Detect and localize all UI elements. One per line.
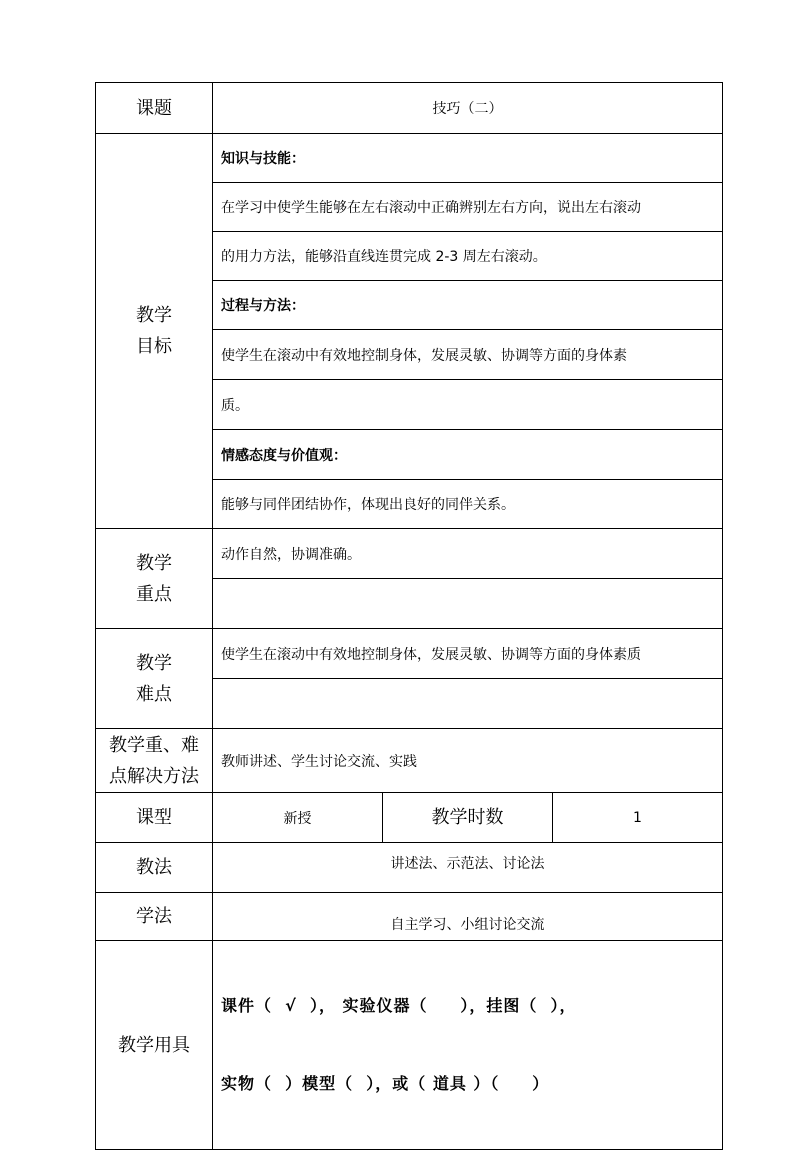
row-lesson-type (96, 793, 723, 843)
row-goals-1 (96, 134, 723, 183)
lesson-type-value: 新授 (213, 793, 383, 843)
difficulties-label (96, 629, 213, 729)
row-methods-solve (96, 729, 723, 793)
tools-line1: 课件（ √ ）， 实验仪器（ ），挂图（ ）， (221, 996, 577, 1015)
tools-text (213, 941, 723, 1150)
row-topic (96, 83, 723, 134)
hours-label: 教学时数 (383, 793, 553, 843)
topic-title: 技巧（二） (213, 83, 723, 134)
methods-solve-label (96, 729, 213, 793)
knowledge-heading: 知识与技能： (213, 134, 723, 183)
knowledge-line1: 在学习中使学生能够在左右滚动中正确辨别左右方向，说出左右滚动 (213, 183, 723, 232)
difficulties-label-line1: 教学 (136, 652, 172, 674)
difficulties-empty (213, 679, 723, 729)
keypoints-text: 动作自然，协调准确。 (213, 529, 723, 579)
keypoints-label-line1: 教学 (136, 552, 172, 574)
lesson-plan-table (95, 82, 723, 1150)
methods-solve-text: 教师讲述、学生讨论交流、实践 (213, 729, 723, 793)
methods-solve-label-line1: 教学重、难 (109, 734, 199, 756)
lesson-type-label: 课型 (96, 793, 213, 843)
hours-value: 1 (553, 793, 723, 843)
methods-solve-label-line2: 点解决方法 (109, 765, 199, 787)
goals-label-line2: 目标 (136, 336, 172, 357)
tools-label: 教学用具 (96, 941, 213, 1150)
goals-label (96, 134, 213, 529)
row-difficulties-1 (96, 629, 723, 679)
teaching-method-value: 讲述法、示范法、讨论法 (213, 843, 723, 893)
keypoints-empty (213, 579, 723, 629)
row-teaching-method (96, 843, 723, 893)
row-keypoints-1 (96, 529, 723, 579)
knowledge-line2: 的用力方法，能够沿直线连贯完成 2-3 周左右滚动。 (213, 232, 723, 281)
learning-method-label: 学法 (96, 893, 213, 941)
tools-line2: 实物（ ）模型（ ），或（ 道具 ）（ ） (221, 1074, 550, 1093)
keypoints-label-line2: 重点 (136, 583, 172, 605)
process-line2: 质。 (213, 380, 723, 430)
topic-label: 课题 (96, 83, 213, 134)
keypoints-label (96, 529, 213, 629)
process-heading: 过程与方法： (213, 281, 723, 330)
difficulties-text: 使学生在滚动中有效地控制身体，发展灵敏、协调等方面的身体素质 (213, 629, 723, 679)
process-line1: 使学生在滚动中有效地控制身体，发展灵敏、协调等方面的身体素 (213, 330, 723, 380)
row-tools (96, 941, 723, 1150)
emotion-line1: 能够与同伴团结协作，体现出良好的同伴关系。 (213, 480, 723, 529)
emotion-heading: 情感态度与价值观： (213, 430, 723, 480)
row-learning-method (96, 893, 723, 941)
teaching-method-label: 教法 (96, 843, 213, 893)
difficulties-label-line2: 难点 (136, 683, 172, 705)
goals-label-line1: 教学 (136, 305, 172, 326)
learning-method-value: 自主学习、小组讨论交流 (213, 893, 723, 941)
